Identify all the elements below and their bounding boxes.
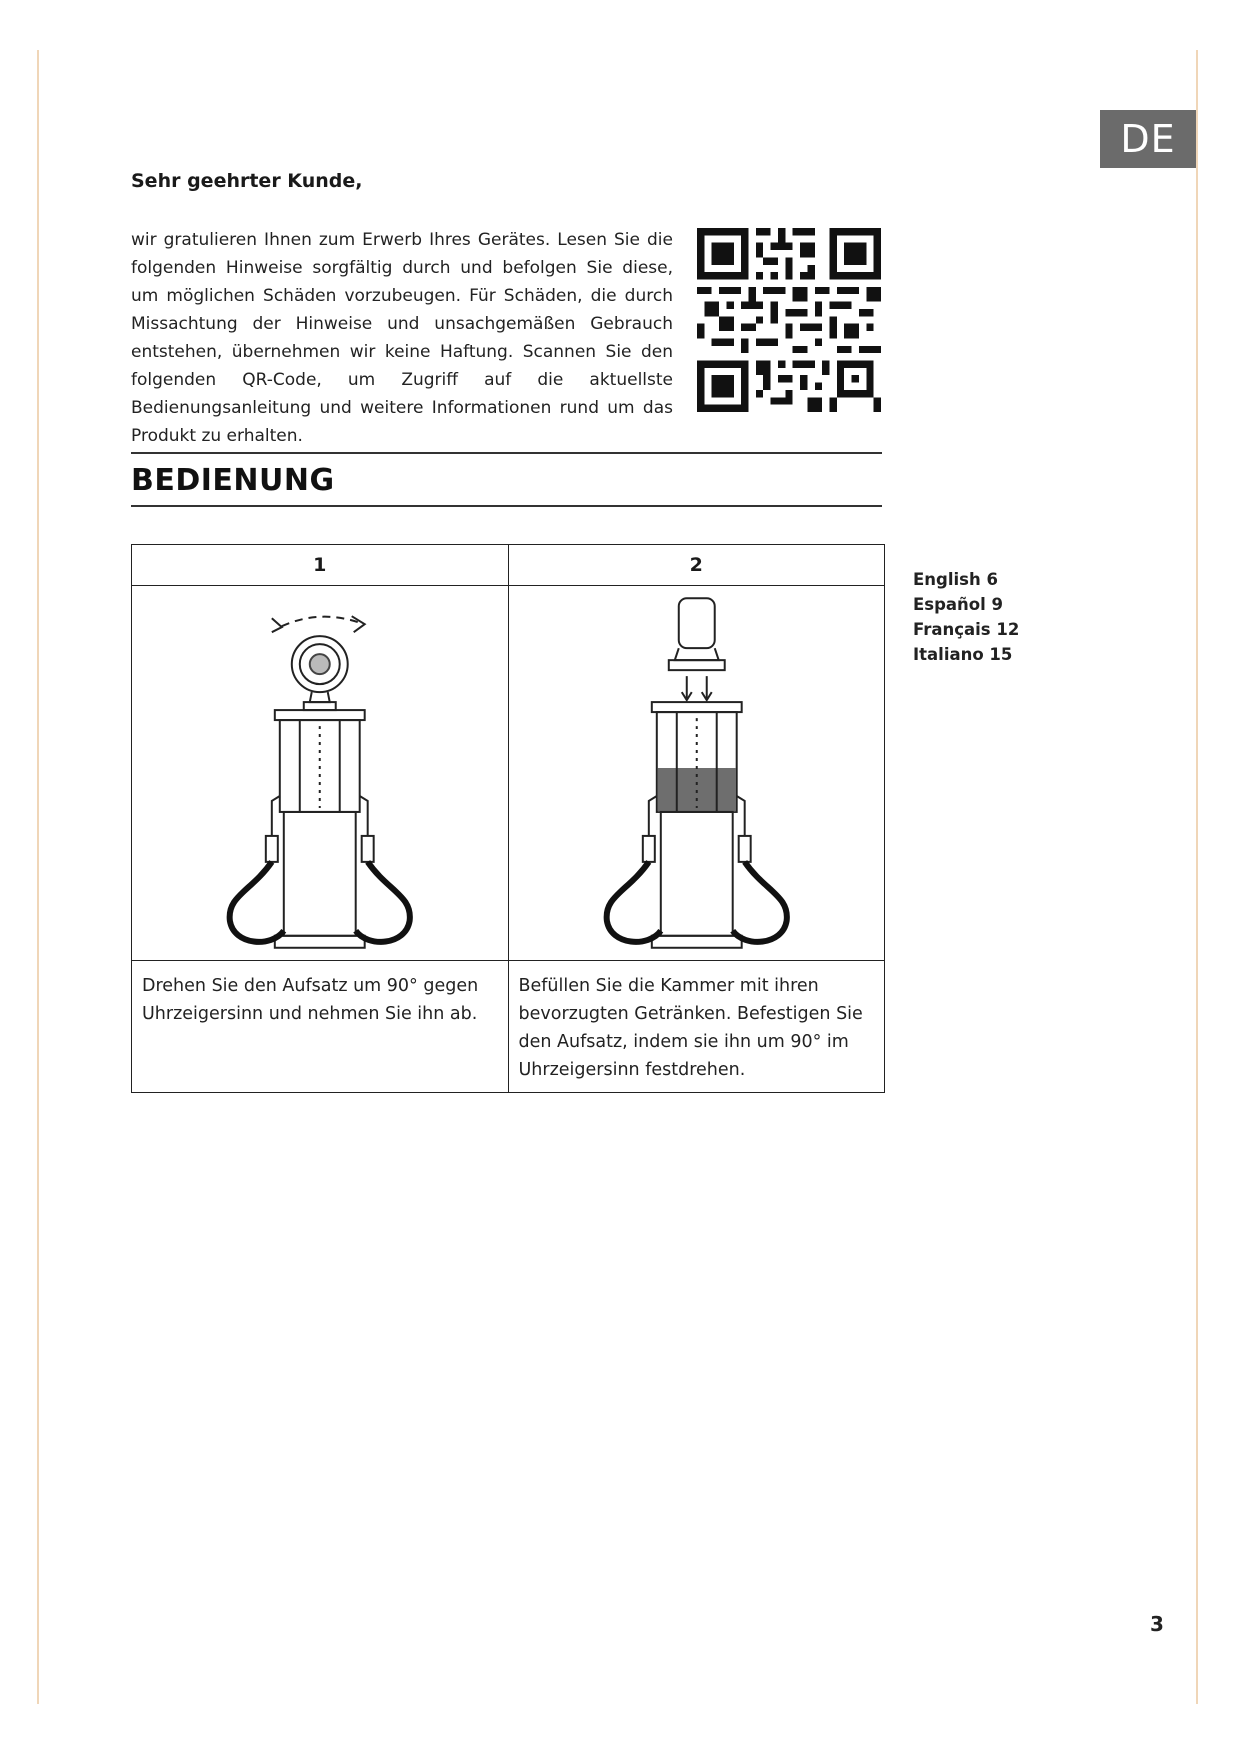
toc-item-italiano[interactable]: Italiano 15	[913, 645, 1013, 664]
toc-item-francais[interactable]: Français 12	[913, 620, 1020, 639]
section-rule-top	[131, 452, 882, 454]
toc-item-espanol[interactable]: Español 9	[913, 595, 1004, 614]
step-1-illustration	[132, 586, 509, 961]
dispenser-fill-chamber-icon	[509, 586, 885, 960]
page-number: 3	[1150, 1612, 1164, 1636]
dispenser-remove-top-icon	[132, 586, 508, 960]
intro-paragraph: wir gratulieren Ihnen zum Erwerb Ihres Gerätes. Lesen Sie die folgenden Hinweise sorgfältig durch und befolgen Sie diese, um möglichen Schäden vorzubeugen. Für Schäden, die durch Missachtung der Hinweise und unsachgemäßen Gebrauch entstehen, übernehmen wir keine Haftung. Scannen Sie den folgenden QR-Code, um Zugriff auf die aktuellste Bedienungsanleitung und weitere Informationen rund um das Produkt zu erhalten.	[131, 230, 673, 446]
qr-code-icon[interactable]	[697, 228, 881, 412]
step-2-text: Befüllen Sie die Kammer mit ihren bevorzugten Getränken. Befestigen Sie den Aufsatz, indem sie ihn um 90° im Uhrzeigersinn festdrehen.	[508, 961, 885, 1093]
step-2-number: 2	[508, 545, 885, 586]
step-2-illustration	[508, 586, 885, 961]
steps-table	[131, 544, 885, 1093]
step-1-number: 1	[132, 545, 509, 586]
section-rule-bottom	[131, 505, 882, 507]
greeting: Sehr geehrter Kunde,	[131, 170, 363, 192]
language-toc	[913, 567, 1019, 667]
right-margin-line	[1196, 50, 1198, 1704]
step-1-text: Drehen Sie den Aufsatz um 90° gegen Uhrzeigersinn und nehmen Sie ihn ab.	[132, 961, 509, 1093]
section-title: BEDIENUNG	[131, 463, 335, 498]
left-margin-line	[37, 50, 39, 1704]
toc-item-english[interactable]: English 6	[913, 570, 998, 589]
language-tab: DE	[1100, 110, 1196, 168]
